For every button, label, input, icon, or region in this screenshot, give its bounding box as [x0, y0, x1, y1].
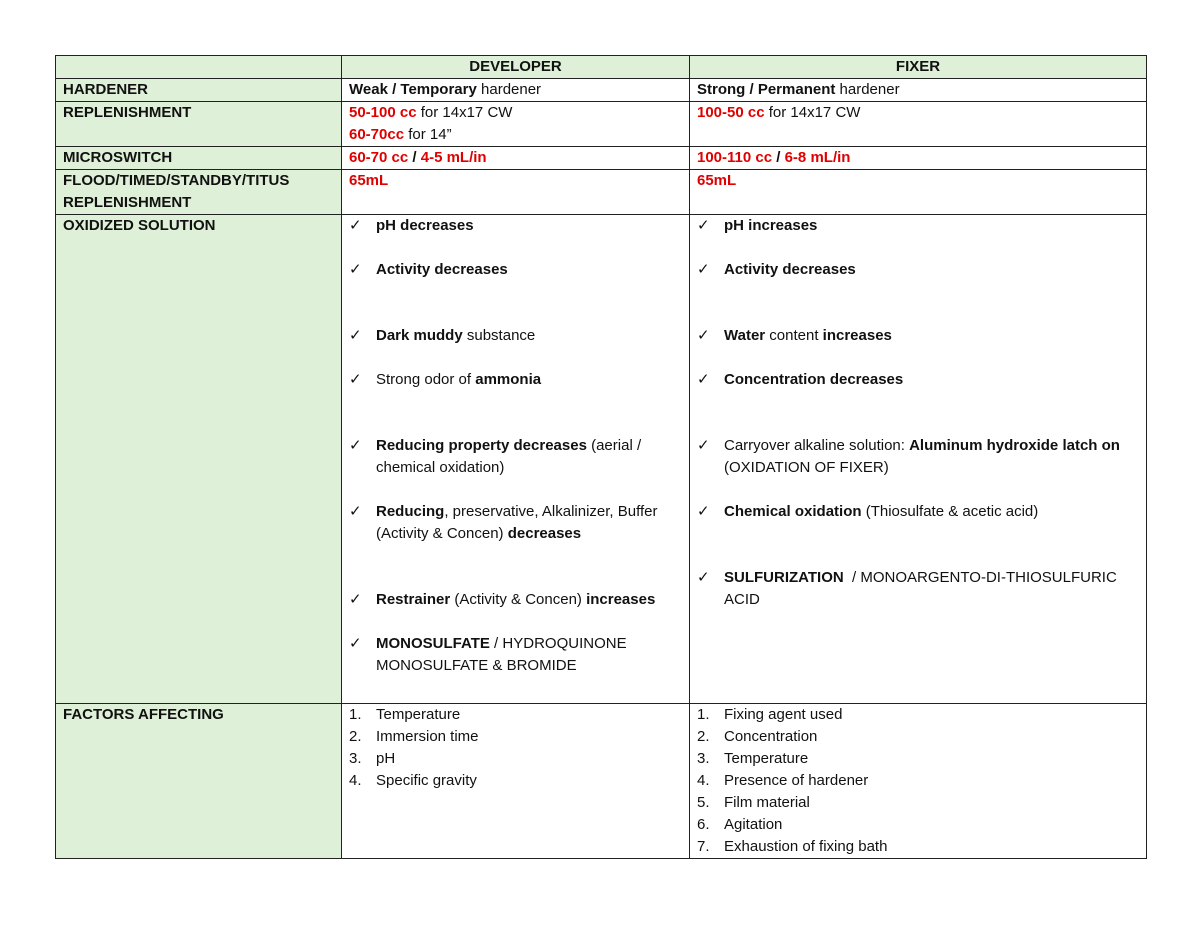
text: (Thiosulfate & acetic acid) — [861, 503, 1039, 520]
text-bold: Activity decreases — [376, 261, 508, 278]
value-red: 4-5 mL/in — [420, 149, 487, 166]
text-bold: ammonia — [475, 371, 542, 388]
separator: / — [408, 149, 421, 166]
developer-factors — [342, 704, 690, 859]
text: for 14x17 CW — [764, 104, 861, 121]
checkmark-icon: ✓ — [697, 261, 710, 278]
developer-hardener — [342, 79, 690, 102]
list-number: 5. — [697, 794, 710, 811]
text-bold: pH decreases — [376, 217, 474, 234]
checkmark-icon: ✓ — [349, 635, 362, 652]
comparison-table — [55, 55, 1147, 859]
label-hardener: HARDENER — [56, 79, 342, 102]
checkmark-icon: ✓ — [349, 217, 362, 234]
list-item — [697, 814, 1139, 836]
text-bold: Aluminum hydroxide latch on — [909, 437, 1120, 454]
text-bold: Weak / Temporary — [349, 81, 477, 98]
list-item — [697, 770, 1139, 792]
text: (Activity & Concen) — [450, 591, 587, 608]
developer-replenishment — [342, 102, 690, 147]
fixer-hardener — [690, 79, 1147, 102]
text-bold: SULFURIZATION — [724, 569, 844, 586]
checkmark-icon: ✓ — [349, 437, 362, 454]
check-item — [697, 325, 1139, 347]
list-number: 4. — [697, 772, 710, 789]
value-red: 60-70 cc — [349, 149, 409, 166]
check-item — [349, 435, 682, 479]
value-red: 100-50 cc — [697, 104, 765, 121]
text: content — [765, 327, 823, 344]
text: , preservative, Alkalinizer, Buffer (Activity & Concen) — [376, 503, 658, 542]
text: substance — [462, 327, 536, 344]
list-text: Fixing agent used — [724, 706, 843, 723]
fixer-replenishment — [690, 102, 1147, 147]
label-replenishment: REPLENISHMENT — [56, 102, 342, 147]
text: / HYDROQUINONE MONOSULFATE & BROMIDE — [376, 635, 627, 674]
row-flood — [56, 170, 1147, 215]
developer-factors-list — [349, 704, 682, 792]
text: (aerial / chemical oxidation) — [376, 437, 642, 476]
text-bold: Reducing — [376, 503, 445, 520]
fixer-microswitch — [690, 147, 1147, 170]
label-microswitch: MICROSWITCH — [56, 147, 342, 170]
check-item — [697, 567, 1139, 611]
fixer-factors-list — [697, 704, 1139, 858]
list-number: 2. — [349, 728, 362, 745]
check-item — [349, 259, 682, 281]
list-number: 1. — [697, 706, 710, 723]
list-number: 1. — [349, 706, 362, 723]
check-item — [349, 589, 682, 611]
text-bold: Restrainer — [376, 591, 451, 608]
list-text: Concentration — [724, 728, 818, 745]
list-number: 4. — [349, 772, 362, 789]
text-bold: Water — [724, 327, 766, 344]
list-item — [349, 748, 682, 770]
checkmark-icon: ✓ — [697, 569, 710, 586]
list-item — [697, 726, 1139, 748]
text: hardener — [835, 81, 900, 98]
checkmark-icon: ✓ — [349, 261, 362, 278]
label-oxidized: OXIDIZED SOLUTION — [56, 215, 342, 704]
text-bold: pH increases — [724, 217, 818, 234]
text-bold: Activity decreases — [724, 261, 856, 278]
text-bold: Concentration decreases — [724, 371, 904, 388]
developer-microswitch — [342, 147, 690, 170]
list-item — [349, 704, 682, 726]
text: / MONOARGENTO-DI-THIOSULFURIC ACID — [724, 569, 1121, 608]
list-number: 2. — [697, 728, 710, 745]
check-item — [349, 215, 682, 237]
value-red: 60-70cc — [349, 126, 405, 143]
checkmark-icon: ✓ — [697, 371, 710, 388]
row-replenishment — [56, 102, 1147, 147]
check-item — [697, 501, 1139, 523]
checkmark-icon: ✓ — [697, 327, 710, 344]
check-item — [349, 369, 682, 391]
list-item — [697, 792, 1139, 814]
developer-flood: 65mL — [342, 170, 690, 215]
check-item — [697, 259, 1139, 281]
text-bold: increases — [586, 591, 656, 608]
header-developer: DEVELOPER — [342, 56, 690, 79]
text-bold: Dark muddy — [376, 327, 463, 344]
fixer-factors — [690, 704, 1147, 859]
text: Strong odor of — [376, 371, 476, 388]
list-item — [697, 836, 1139, 858]
text-bold: increases — [822, 327, 892, 344]
row-hardener — [56, 79, 1147, 102]
fixer-flood: 65mL — [690, 170, 1147, 215]
label-factors: FACTORS AFFECTING — [56, 704, 342, 859]
row-oxidized — [56, 215, 1147, 704]
list-text: Specific gravity — [376, 772, 477, 789]
row-microswitch — [56, 147, 1147, 170]
row-factors — [56, 704, 1147, 859]
list-item — [349, 770, 682, 792]
list-number: 7. — [697, 838, 710, 855]
value-red: 50-100 cc — [349, 104, 417, 121]
text-bold: Strong / Permanent — [697, 81, 836, 98]
list-text: pH — [376, 750, 396, 767]
list-text: Exhaustion of fixing bath — [724, 838, 888, 855]
label-flood: FLOOD/TIMED/STANDBY/TITUS REPLENISHMENT — [56, 170, 342, 215]
developer-oxidized — [342, 215, 690, 704]
check-item — [349, 325, 682, 347]
check-item — [697, 215, 1139, 237]
text-bold: MONOSULFATE — [376, 635, 490, 652]
text: (OXIDATION OF FIXER) — [724, 459, 889, 476]
list-text: Temperature — [376, 706, 461, 723]
check-item — [349, 633, 682, 677]
header-empty-cell — [56, 56, 342, 79]
fixer-oxidized — [690, 215, 1147, 704]
checkmark-icon: ✓ — [697, 217, 710, 234]
text: for 14x17 CW — [416, 104, 513, 121]
text-bold: Chemical oxidation — [724, 503, 862, 520]
list-number: 3. — [349, 750, 362, 767]
separator: / — [772, 149, 785, 166]
checkmark-icon: ✓ — [349, 503, 362, 520]
checkmark-icon: ✓ — [349, 371, 362, 388]
list-number: 6. — [697, 816, 710, 833]
list-item — [349, 726, 682, 748]
text: hardener — [476, 81, 542, 98]
header-fixer: FIXER — [690, 56, 1147, 79]
checkmark-icon: ✓ — [697, 503, 710, 520]
list-item — [697, 704, 1139, 726]
text: for 14” — [404, 126, 452, 143]
text-bold: decreases — [507, 525, 582, 542]
value-red: 100-110 cc — [697, 149, 773, 166]
list-number: 3. — [697, 750, 710, 767]
list-text: Agitation — [724, 816, 783, 833]
list-item — [697, 748, 1139, 770]
list-text: Temperature — [724, 750, 809, 767]
list-text: Immersion time — [376, 728, 479, 745]
checkmark-icon: ✓ — [697, 437, 710, 454]
text-bold: Reducing property decreases — [376, 437, 587, 454]
check-item — [349, 501, 682, 545]
check-item — [697, 369, 1139, 391]
check-item — [697, 435, 1139, 479]
list-text: Presence of hardener — [724, 772, 869, 789]
checkmark-icon: ✓ — [349, 327, 362, 344]
header-row — [56, 56, 1147, 79]
value-red: 6-8 mL/in — [784, 149, 851, 166]
checkmark-icon: ✓ — [349, 591, 362, 608]
list-text: Film material — [724, 794, 810, 811]
text: Carryover alkaline solution: — [724, 437, 910, 454]
